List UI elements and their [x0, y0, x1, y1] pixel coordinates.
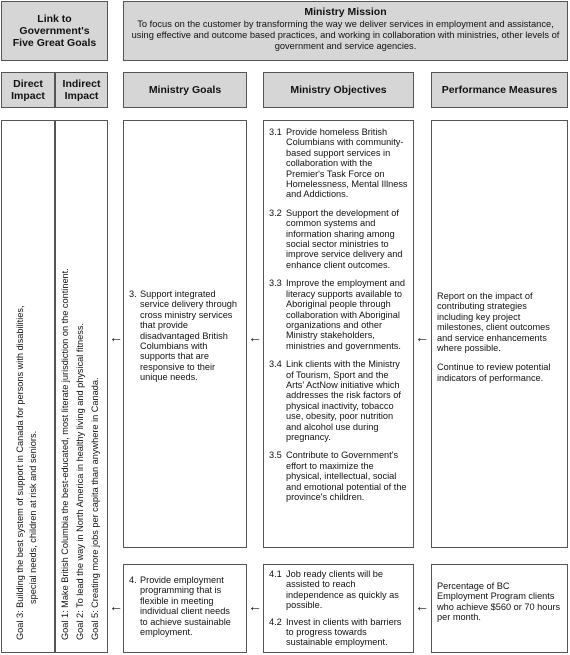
objective-4-2: 4.2 Invest in clients with barriers to progress towards sustainable employment. [269, 616, 402, 648]
indirect-impact-header: Indirect Impact [55, 72, 108, 108]
link-header-box [1, 1, 108, 61]
arrow-left-icon: ← [415, 329, 429, 345]
measures-3-box [431, 120, 568, 548]
direct-goal-line-1: Goal 3: Building the best system of support in Canada for persons with disabilities, [15, 305, 25, 640]
indirect-goal-1: Goal 1: Make British Columbia the best-educated, most literate jurisdiction on the continent. [60, 268, 70, 640]
arrow-left-icon: ← [248, 329, 262, 345]
ministry-objectives-header: Ministry Objectives [263, 72, 414, 108]
goal-4-number: 4. [129, 575, 137, 585]
arrow-left-icon: ← [109, 598, 123, 614]
indirect-goal-2: Goal 2: To lead the way in North America in healthy living and physical fitness. [75, 323, 85, 640]
goal-3-text: Support integrated service delivery through cross ministry services that provide disadvantaged British Columbians with supports that are responsive to their unique needs. [140, 289, 238, 383]
goal-3-number: 3. [129, 289, 137, 299]
objectives-4-box [263, 564, 414, 653]
indirect-goal-3: Goal 5: Creating more jobs per capita than anywhere in Canada. [90, 377, 100, 640]
goal-4-text: Provide employment programming that is flexible in meeting individual client needs to achieve sustainable employment. [140, 575, 231, 638]
arrow-left-icon: ← [415, 598, 429, 614]
direct-goal-line-2: special needs, children at risk and seniors. [28, 430, 38, 604]
arrow-left-icon: ← [248, 598, 262, 614]
mission-box [123, 1, 568, 61]
performance-measures-header: Performance Measures [431, 72, 568, 108]
ministry-goals-header: Ministry Goals [123, 72, 247, 108]
objective-3-3: 3.3 Improve the employment and literacy supports available to Aboriginal people through collaboration with Aboriginal organizations and other Ministry stakeholders, ministries and governments. [269, 278, 405, 351]
measures-4-box [431, 564, 568, 653]
mission-title: Ministry Mission [304, 6, 387, 18]
measure-3-1: Report on the impact of contributing strategies including key project milestones, client outcomes and service enhancements where possible. [437, 291, 550, 354]
goal-4-box [123, 564, 247, 653]
objective-3-5: 3.5 Contribute to Government's effort to maximize the physical, intellectual, social and emotional potential of the province's children. [269, 450, 407, 502]
objective-4-1: 4.1 Job ready clients will be assisted to reach independence as quickly as possible. [269, 569, 399, 611]
objectives-3-box [263, 120, 414, 548]
mission-text: To focus on the customer by transforming the way we deliver services in employment and assistance, using effective and outcome based practices, and working in collaboration with ministries, other levels of government and service agencies. [131, 19, 560, 51]
objective-3-4: 3.4 Link clients with the Ministry of Tourism, Sport and the Arts' ActNow initiative which addresses the risk factors of physical inactivity, tobacco use, obesity, poor nutrition and alcohol use during pregnancy. [269, 359, 401, 442]
link-header-text: Link to Government's Five Great Goals [12, 13, 97, 49]
goal-3-box [123, 120, 247, 548]
measure-4-1: Percentage of BC Employment Program clients who achieve $560 or 70 hours per month. [437, 581, 561, 623]
objective-3-1: 3.1 Provide homeless British Columbians with community-based support services in collaboration with the Premier's Task Force on Homelessness, Mental Illness and Addictions. [269, 127, 408, 200]
arrow-left-icon: ← [109, 329, 123, 345]
measure-3-2: Continue to review potential indicators of performance. [437, 362, 551, 383]
objective-3-2: 3.2 Support the development of common systems and information sharing among social sector ministries to improve service delivery and enhance client outcomes. [269, 207, 403, 270]
direct-impact-header: Direct Impact [1, 72, 55, 108]
